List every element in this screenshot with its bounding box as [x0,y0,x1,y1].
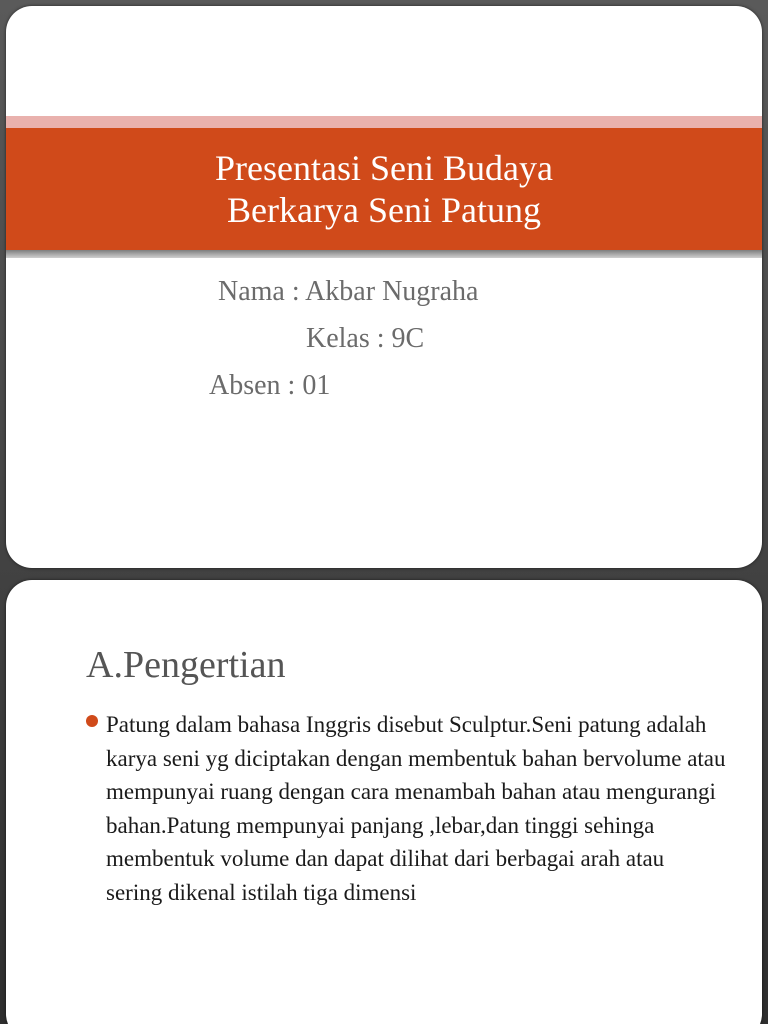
subtitle-class: Kelas : 9C [306,323,425,354]
title-band-shadow [6,250,762,258]
bullet-dot-icon [86,715,98,727]
title-band [6,128,762,250]
slide-heading: A.Pengertian [86,644,286,686]
subtitle-name: Nama : Akbar Nugraha [218,276,479,307]
title-line-1: Presentasi Seni Budaya [215,148,553,188]
slide-definition[interactable] [6,580,762,1024]
title-line-2: Berkarya Seni Patung [227,190,541,230]
bullet-text: Patung dalam bahasa Inggris disebut Sculptur.Seni patung adalah karya seni yg diciptakan dengan membentuk bahan bervolume atau mempunyai ruang dengan cara menambah bahan atau mengurangi bahan.Patung mempunyai panjang ,lebar,dan tinggi sehinga membentuk volume dan dapat dilihat dari berbagai arah atau sering dikenal istilah tiga dimensi [106,712,726,905]
bullet-item [86,708,726,909]
slide-title[interactable] [6,6,762,568]
subtitle-attendance-number: Absen : 01 [209,370,331,401]
